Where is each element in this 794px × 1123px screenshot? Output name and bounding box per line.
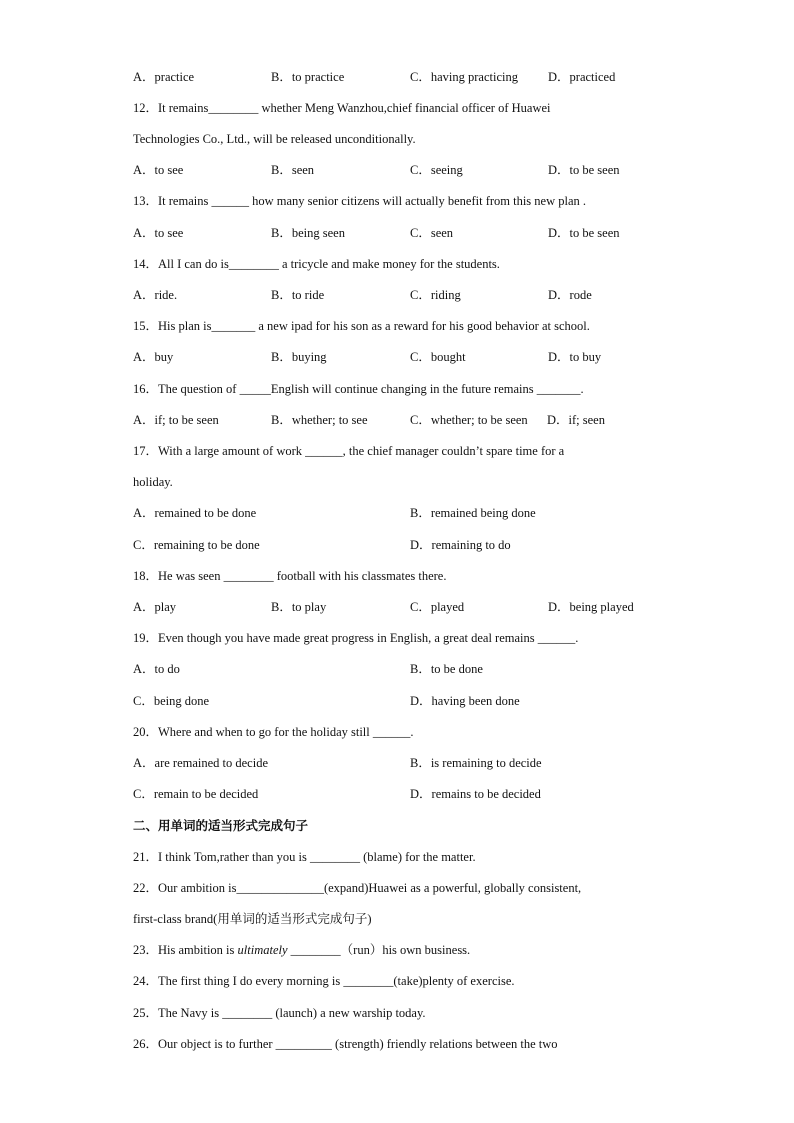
q19-stem: 19．Even though you have made great progress in English, a great deal remains ______.: [133, 631, 579, 645]
q11-option-b: B．to practice: [271, 70, 345, 84]
q20-stem: 20．Where and when to go for the holiday still ______.: [133, 725, 414, 739]
q14-option-a: A．ride.: [133, 288, 178, 302]
q25-stem: 25．The Navy is ________ (launch) a new warship today.: [133, 1006, 426, 1020]
q15-option-b: B．buying: [271, 350, 327, 364]
q18-option-b: B．to play: [271, 600, 327, 614]
q17-stem-line2: holiday.: [133, 475, 173, 489]
q16-option-a: A．if; to be seen: [133, 413, 219, 427]
q20-option-a: A．are remained to decide: [133, 756, 269, 770]
q15-option-c: C．bought: [410, 350, 466, 364]
q18-option-d: D．being played: [548, 600, 634, 614]
q14-stem: 14．All I can do is________ a tricycle and make money for the students.: [133, 257, 500, 271]
section-heading: 二、用单词的适当形式完成句子: [133, 818, 309, 833]
q16-option-c: C．whether; to be seen: [410, 413, 528, 427]
q19-option-a: A．to do: [133, 662, 180, 676]
q17-option-d: D．remaining to do: [410, 538, 511, 552]
q19-option-b: B．to be done: [410, 662, 483, 676]
q23-stem: [133, 942, 470, 958]
q12-option-d: D．to be seen: [548, 163, 620, 177]
q17-option-c: C．remaining to be done: [133, 538, 260, 552]
q22-stem-line2: first-class brand(用单词的适当形式完成句子): [133, 912, 372, 926]
q22-stem-line1: 22．Our ambition is______________(expand)Huawei as a powerful, globally consistent,: [133, 881, 582, 895]
q14-option-d: D．rode: [548, 288, 592, 302]
q18-stem: 18．He was seen ________ football with his classmates there.: [133, 569, 447, 583]
q19-option-c: C．being done: [133, 694, 210, 708]
q13-option-b: B．being seen: [271, 226, 345, 240]
q12-stem-line1: 12．It remains________ whether Meng Wanzhou,chief financial officer of Huawei: [133, 101, 551, 115]
q23-stem-emphasis: ultimately: [237, 943, 288, 957]
q11-option-c: C．having practicing: [410, 70, 518, 84]
q19-option-d: D．having been done: [410, 694, 520, 708]
q18-option-c: C．played: [410, 600, 465, 614]
q26-stem: 26．Our object is to further _________ (strength) friendly relations between the two: [133, 1037, 558, 1051]
q12-option-b: B．seen: [271, 163, 315, 177]
q12-option-c: C．seeing: [410, 163, 463, 177]
q23-stem-post: ________（run）his own business.: [287, 943, 471, 957]
q16-option-b: B．whether; to see: [271, 413, 368, 427]
q18-option-a: A．play: [133, 600, 177, 614]
q16-option-d: D．if; seen: [547, 413, 605, 427]
q17-option-b: B．remained being done: [410, 506, 536, 520]
q17-option-a: A．remained to be done: [133, 506, 257, 520]
q21-stem: 21．I think Tom,rather than you is ________ (blame) for the matter.: [133, 850, 476, 864]
q20-option-c: C．remain to be decided: [133, 787, 259, 801]
q13-stem: 13．It remains ______ how many senior citizens will actually benefit from this new plan .: [133, 194, 587, 208]
q20-option-b: B．is remaining to decide: [410, 756, 542, 770]
q15-stem: 15．His plan is_______ a new ipad for his son as a reward for his good behavior at school.: [133, 319, 590, 333]
q15-option-d: D．to buy: [548, 350, 602, 364]
q15-option-a: A．buy: [133, 350, 174, 364]
q12-stem-line2: Technologies Co., Ltd., will be released unconditionally.: [133, 132, 416, 146]
q14-option-b: B．to ride: [271, 288, 325, 302]
q14-option-c: C．riding: [410, 288, 461, 302]
q11-option-a: A．practice: [133, 70, 195, 84]
q16-stem: 16．The question of _____English will continue changing in the future remains _______.: [133, 382, 584, 396]
q13-option-a: A．to see: [133, 226, 184, 240]
q13-option-c: C．seen: [410, 226, 454, 240]
q17-stem-line1: 17．With a large amount of work ______, the chief manager couldn’t spare time for a: [133, 444, 565, 458]
q20-option-d: D．remains to be decided: [410, 787, 541, 801]
q12-option-a: A．to see: [133, 163, 184, 177]
q11-option-d: D．practiced: [548, 70, 616, 84]
q13-option-d: D．to be seen: [548, 226, 620, 240]
q24-stem: 24．The first thing I do every morning is ________(take)plenty of exercise.: [133, 974, 515, 988]
q23-stem-pre: 23．His ambition is: [133, 943, 238, 957]
